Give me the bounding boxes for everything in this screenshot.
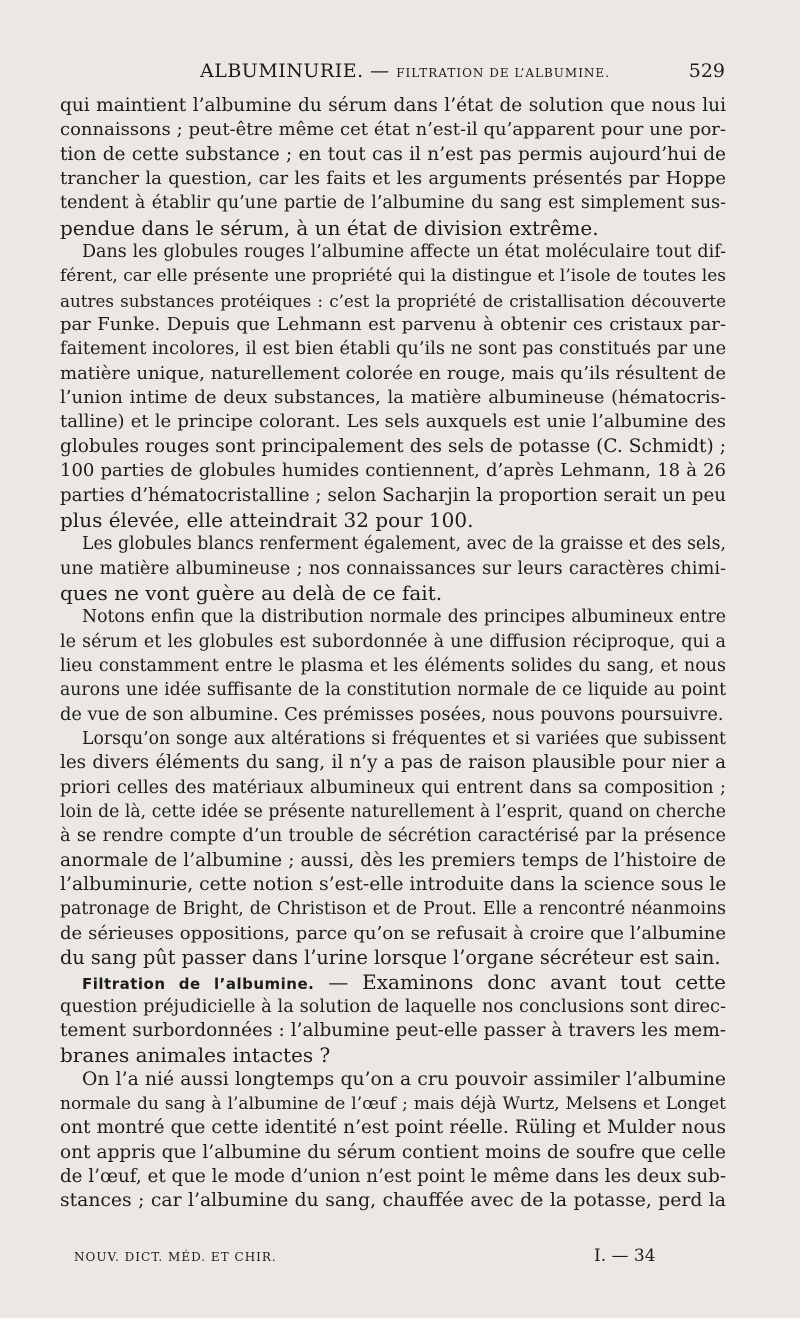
text-line: par Funke. Depuis que Lehmann est parvenu à obtenir ces cristaux par- — [60, 314, 726, 336]
text-line: une matière albumineuse ; nos connaissances sur leurs caractères chimi- — [60, 558, 726, 579]
text-line: faitement incolores, il est bien établi qu’ils ne sont pas constitués par une — [60, 339, 727, 360]
text-line: de l’œuf, et que le mode d’union n’est point le même dans les deux sub- — [60, 1166, 726, 1188]
text-line: l’union intime de deux substances, la matière albumineuse (hématocris- — [60, 387, 726, 409]
section-subtitle: FILTRATION DE L’ALBUMINE. — [396, 66, 611, 80]
text-line: On l’a nié aussi longtemps qu’on a cru pouvoir assimiler l’albumine — [82, 1068, 726, 1090]
text-line: tendent à établir qu’une partie de l’albumine du sang est simplement sus- — [60, 193, 726, 214]
text-line: tement surbordonnées : l’albumine peut-elle passer à travers les mem- — [60, 1020, 726, 1042]
text-line: Les globules blancs renferment également, avec de la graisse et des sels, — [82, 534, 726, 555]
text-line: priori celles des matériaux albumineux qui entrent dans sa composition ; — [60, 777, 726, 798]
text-line: anormale de l’albumine ; aussi, dès les premiers temps de l’histoire de — [60, 849, 726, 871]
text-line: connaissons ; peut-être même cet état n’est-il qu’apparent pour une por- — [60, 119, 726, 141]
text-line: de vue de son albumine. Ces prémisses posées, nous pouvons poursuivre. — [60, 704, 724, 725]
text-line: le sérum et les globules est subordonnée à une diffusion réciproque, qui a — [60, 631, 726, 652]
text-line: autres substances protéiques : c’est la propriété de cristallisation découverte — [60, 290, 726, 311]
text-line: Lorsqu’on songe aux altérations si fréquentes et si variées que subissent — [82, 728, 726, 749]
section-heading-continuation: — Examinons donc avant tout cette — [314, 970, 727, 995]
running-title — [200, 60, 610, 82]
text-line: férent, car elle présente une propriété qui la distingue et l’isole de toutes les — [60, 266, 726, 287]
running-header — [60, 58, 725, 86]
text-line: normale du sang à l’albumine de l’œuf ; mais déjà Wurtz, Melsens et Longet — [60, 1094, 726, 1115]
text-line: ont appris que l’albumine du sérum contient moins de soufre que celle — [60, 1141, 726, 1163]
text-line: l’albuminurie, cette notion s’est-elle introduite dans la science sous le — [60, 874, 727, 895]
text-line: Notons enfin que la distribution normale des principes albumineux entre — [82, 607, 726, 628]
text-line: globules rouges sont principalement des sels de potasse (C. Schmidt) ; — [60, 435, 726, 457]
text-line: les divers éléments du sang, il n’y a pas de raison plausible pour nier a — [60, 752, 726, 774]
title-separator: — — [363, 60, 397, 82]
page-footer — [60, 1246, 726, 1268]
text-line: lieu constamment entre le plasma et les éléments solides du sang, et nous — [60, 655, 726, 676]
text-line: stances ; car l’albumine du sang, chauffée avec de la potasse, perd la — [60, 1190, 726, 1212]
text-line: matière unique, naturellement colorée en rouge, mais qu’ils résultent de — [60, 362, 726, 384]
text-line: du sang pût passer dans l’urine lorsque l’organe sécréteur est sain. — [60, 946, 721, 970]
text-line: talline) et le principe colorant. Les sels auxquels est unie l’albumine des — [60, 411, 726, 433]
chapter-title: ALBUMINURIE. — [200, 60, 364, 82]
body-text — [60, 94, 726, 1214]
text-line: branes animales intactes ? — [60, 1043, 331, 1068]
text-line: ques ne vont guère au delà de ce fait. — [60, 580, 443, 605]
text-line: question préjudicielle à la solution de laquelle nos conclusions sont direc- — [60, 996, 726, 1017]
text-line: qui maintient l’albumine du sérum dans l’état de solution que nous lui — [60, 95, 726, 116]
section-heading-line — [60, 970, 726, 994]
text-line: loin de là, cette idée se présente naturellement à l’esprit, quand on cherche — [60, 801, 726, 822]
section-heading: Filtration de l’albumine. — [82, 975, 315, 994]
footer-volume-mark: I. — 34 — [594, 1246, 656, 1266]
page-number: 529 — [688, 60, 725, 82]
text-line: aurons une idée suffisante de la constitution normale de ce liquide au point — [60, 680, 726, 701]
text-line: à se rendre compte d’un trouble de sécrétion caractérisé par la présence — [60, 826, 726, 847]
text-line: trancher la question, car les faits et les arguments présentés par Hoppe — [60, 168, 726, 190]
text-line: ont montré que cette identité n’est point réelle. Rüling et Mulder nous — [60, 1117, 726, 1139]
text-line: pendue dans le sérum, à un état de division extrême. — [60, 215, 599, 240]
text-line: patronage de Bright, de Christison et de Prout. Elle a rencontré néanmoins — [60, 899, 726, 920]
text-line: parties d’hématocristalline ; selon Sacharjin la proportion serait un peu — [60, 484, 726, 506]
text-line: 100 parties de globules humides contiennent, d’après Lehmann, 18 à 26 — [60, 460, 726, 482]
text-line: Dans les globules rouges l’albumine affecte un état moléculaire tout dif- — [82, 242, 726, 263]
footer-signature: NOUV. DICT. MÉD. ET CHIR. — [74, 1250, 277, 1264]
text-line: tion de cette substance ; en tout cas il n’est pas permis aujourd’hui de — [60, 143, 726, 165]
text-line: de sérieuses oppositions, parce qu’on se refusait à croire que l’albumine — [60, 922, 726, 944]
text-line: plus élevée, elle atteindrait 32 pour 100. — [60, 507, 474, 532]
